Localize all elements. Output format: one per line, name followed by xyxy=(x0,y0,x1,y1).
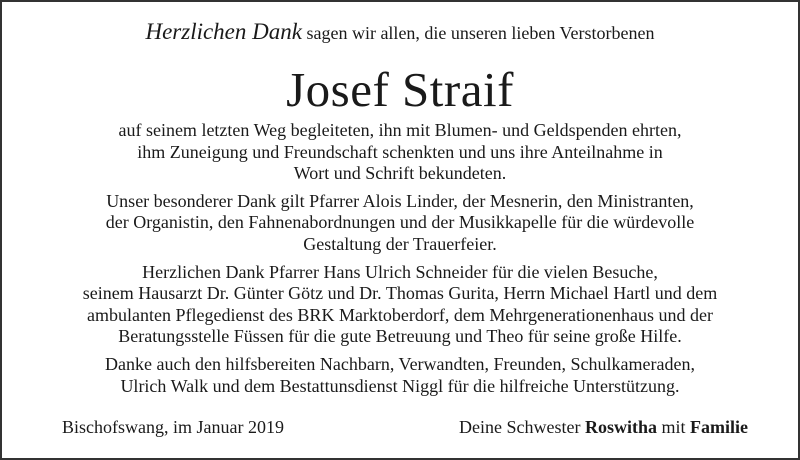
signature-name: Roswitha xyxy=(584,417,657,437)
text-line: ambulanten Pflegedienst des BRK Marktoberdorf, dem Mehrgenerationenhaus und der xyxy=(86,304,713,325)
text-line: Herzlichen Dank Pfarrer Hans Ulrich Schneider für die vielen Besuche, xyxy=(142,261,658,282)
text-line: auf seinem letzten Weg begleiteten, ihn mit Blumen- und Geldspenden ehrten, xyxy=(118,120,682,140)
text-line: seinem Hausarzt Dr. Günter Götz und Dr. Thomas Gurita, Herrn Michael Hartl und dem xyxy=(82,283,718,304)
paragraph-general-thanks xyxy=(22,120,778,185)
text-line: der Organistin, den Fahnenabordnungen und der Musikkapelle für die würdevolle xyxy=(105,212,695,233)
signature-prefix: Deine Schwester xyxy=(459,417,581,437)
place-date: Bischofswang, im Januar 2019 xyxy=(62,417,284,437)
header-line xyxy=(2,20,798,45)
text-line: Danke auch den hilfsbereiten Nachbarn, Verwandten, Freunden, Schulkameraden, xyxy=(105,353,695,374)
thanks-body xyxy=(22,120,778,403)
text-line: Wort und Schrift bekundeten. xyxy=(293,163,507,184)
deceased-name: Josef Straif xyxy=(286,62,514,117)
signature-mid: mit xyxy=(661,417,686,437)
header-lead: Herzlichen Dank xyxy=(145,19,302,44)
header-rest: sagen wir allen, die unseren lieben Verstorbenen xyxy=(306,23,655,43)
text-line: Beratungsstelle Füssen für die gute Betreuung und Theo für seine große Hilfe. xyxy=(118,326,682,347)
text-line: Gestaltung der Trauerfeier. xyxy=(303,233,497,254)
signature-family: Familie xyxy=(690,417,748,437)
paragraph-special-thanks xyxy=(22,191,778,256)
text-line: Unser besonderer Dank gilt Pfarrer Alois Linder, der Mesnerin, den Ministranten, xyxy=(106,190,694,211)
paragraph-care-thanks xyxy=(22,262,778,348)
signature xyxy=(459,416,748,438)
paragraph-neighbors-thanks xyxy=(22,354,778,397)
text-line: Ulrich Walk und dem Bestattunsdienst Niggl für die hilfreiche Unterstützung. xyxy=(120,375,680,396)
text-line: ihm Zuneigung und Freundschaft schenkten und uns ihre Anteilnahme in xyxy=(137,141,663,162)
